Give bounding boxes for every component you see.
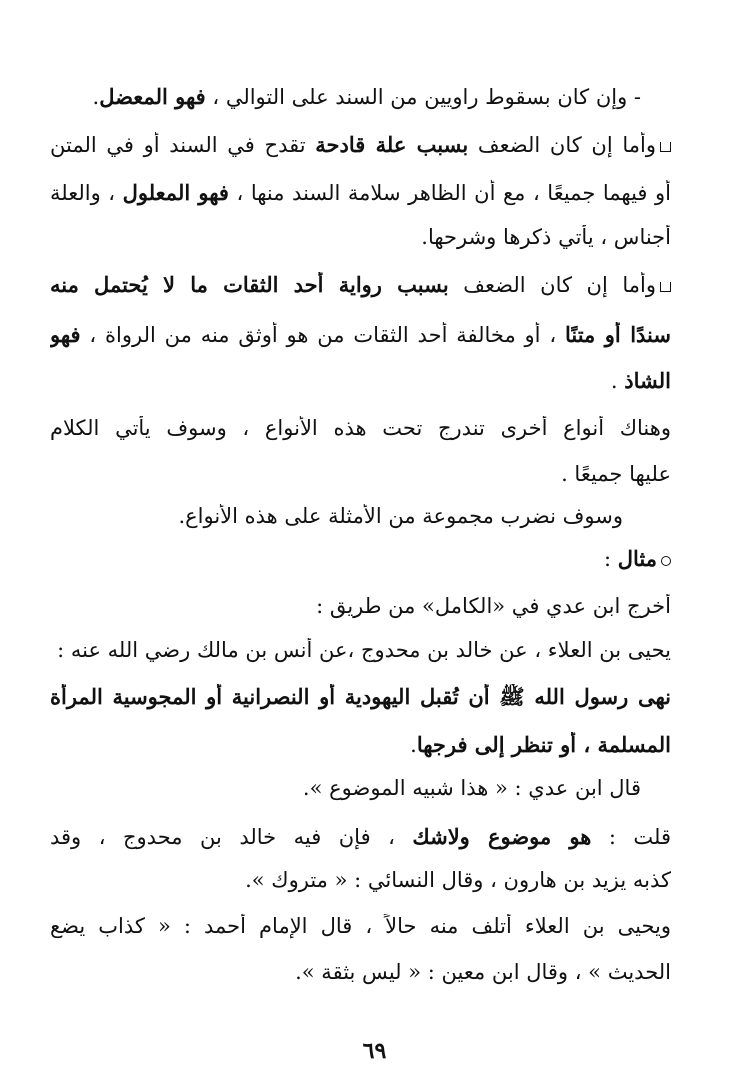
text-line-8 [50,416,671,441]
line-6-middle: ، أو مخالفة أحد الثقات من هو أوثق منه من الرواة ، [80,323,565,347]
line-13-text: يحيى بن العلاء ، عن خالد بن محدوج ،عن أنس بن مالك رضي الله عنه : [57,638,671,662]
text-line-9 [50,462,671,487]
term-mudal: فهو المعضل [99,84,206,109]
line-16-text: قال ابن عدي : « هذا شبيه الموضوع ». [302,776,641,800]
text-line-3 [50,180,671,206]
line-9-text: عليها جميعًا . [561,462,671,486]
term-thiqat-riwaya: بسبب رواية أحد الثقات ما لا يُحتمل منه [50,272,449,297]
line-4-text: أجناس ، يأتي ذكرها وشرحها. [421,225,671,249]
line-5-start: وأما إن كان الضعف [448,273,656,297]
text-line-13 [50,638,671,663]
term-sanad-matn: سندًا أو متنًا [564,322,671,347]
text-line-18 [50,868,671,893]
term-mawdu: هو موضوع ولاشك [412,824,592,849]
line-17-start: قلت : [591,825,671,849]
hadith-line-1 [50,684,671,710]
term-illa-qadiha: بسبب علة قادحة [315,132,469,157]
term-fahuwa: فهو [50,322,81,347]
text-line-2 [50,132,671,158]
hadith-text-1: نهى رسول الله ﷺ أن تُقبل اليهودية أو النصرانية أو المجوسية المرأة [50,684,671,709]
text-line-1 [50,84,641,110]
line-1-text: - وإن كان بسقوط راويين من السند على التوالي ، [205,85,641,109]
line-3-start: أو فيهما جميعًا ، مع أن الظاهر سلامة السند منها ، [228,181,671,205]
hadith-text-2: المسلمة ، أو تنظر إلى فرجها [416,732,671,757]
text-line-19 [50,914,671,939]
hadith-line-2 [50,732,671,758]
line-2-end: تقدح في السند أو في المتن [50,133,316,157]
line-2-start: وأما إن كان الضعف [468,133,656,157]
example-label: مثال [617,546,657,571]
term-shadh: الشاذ [624,368,671,393]
line-12-text: أخرج ابن عدي في «الكامل» من طريق : [316,594,671,618]
example-colon: : [603,547,618,571]
term-maalul: فهو المعلول [122,180,229,205]
text-line-7 [50,368,671,394]
section-bullet-icon [660,142,671,152]
line-1-end: . [92,85,100,109]
line-3-end: ، والعلة [50,181,123,205]
text-line-20 [50,960,671,985]
line-17-end: ، فإن فيه خالد بن محدوج ، وقد [50,825,413,849]
page-number: ٦٩ [362,1038,387,1064]
hadith-end: . [410,733,417,757]
text-line-5 [50,272,671,298]
example-heading [50,546,671,572]
text-line-12 [50,594,671,619]
text-line-17 [50,824,671,850]
line-10-text: وسوف نضرب مجموعة من الأمثلة على هذه الأنواع. [178,504,623,528]
text-line-16 [50,776,641,801]
example-ring-icon [661,556,671,566]
text-line-4 [50,225,671,250]
line-19-text: ويحيى بن العلاء أتلف منه حالاً ، قال الإمام أحمد : « كذاب يضع [50,914,671,938]
line-8-text: وهناك أنواع أخرى تندرج تحت هذه الأنواع ، وسوف يأتي الكلام [50,416,671,440]
section-bullet-icon [660,282,671,292]
line-20-text: الحديث » ، وقال ابن معين : « ليس بثقة ». [295,960,671,984]
line-18-text: كذبه يزيد بن هارون ، وقال النسائي : « متروك ». [245,868,671,892]
text-line-10 [50,504,623,529]
line-7-end: . [610,369,625,393]
text-line-6 [50,322,671,348]
